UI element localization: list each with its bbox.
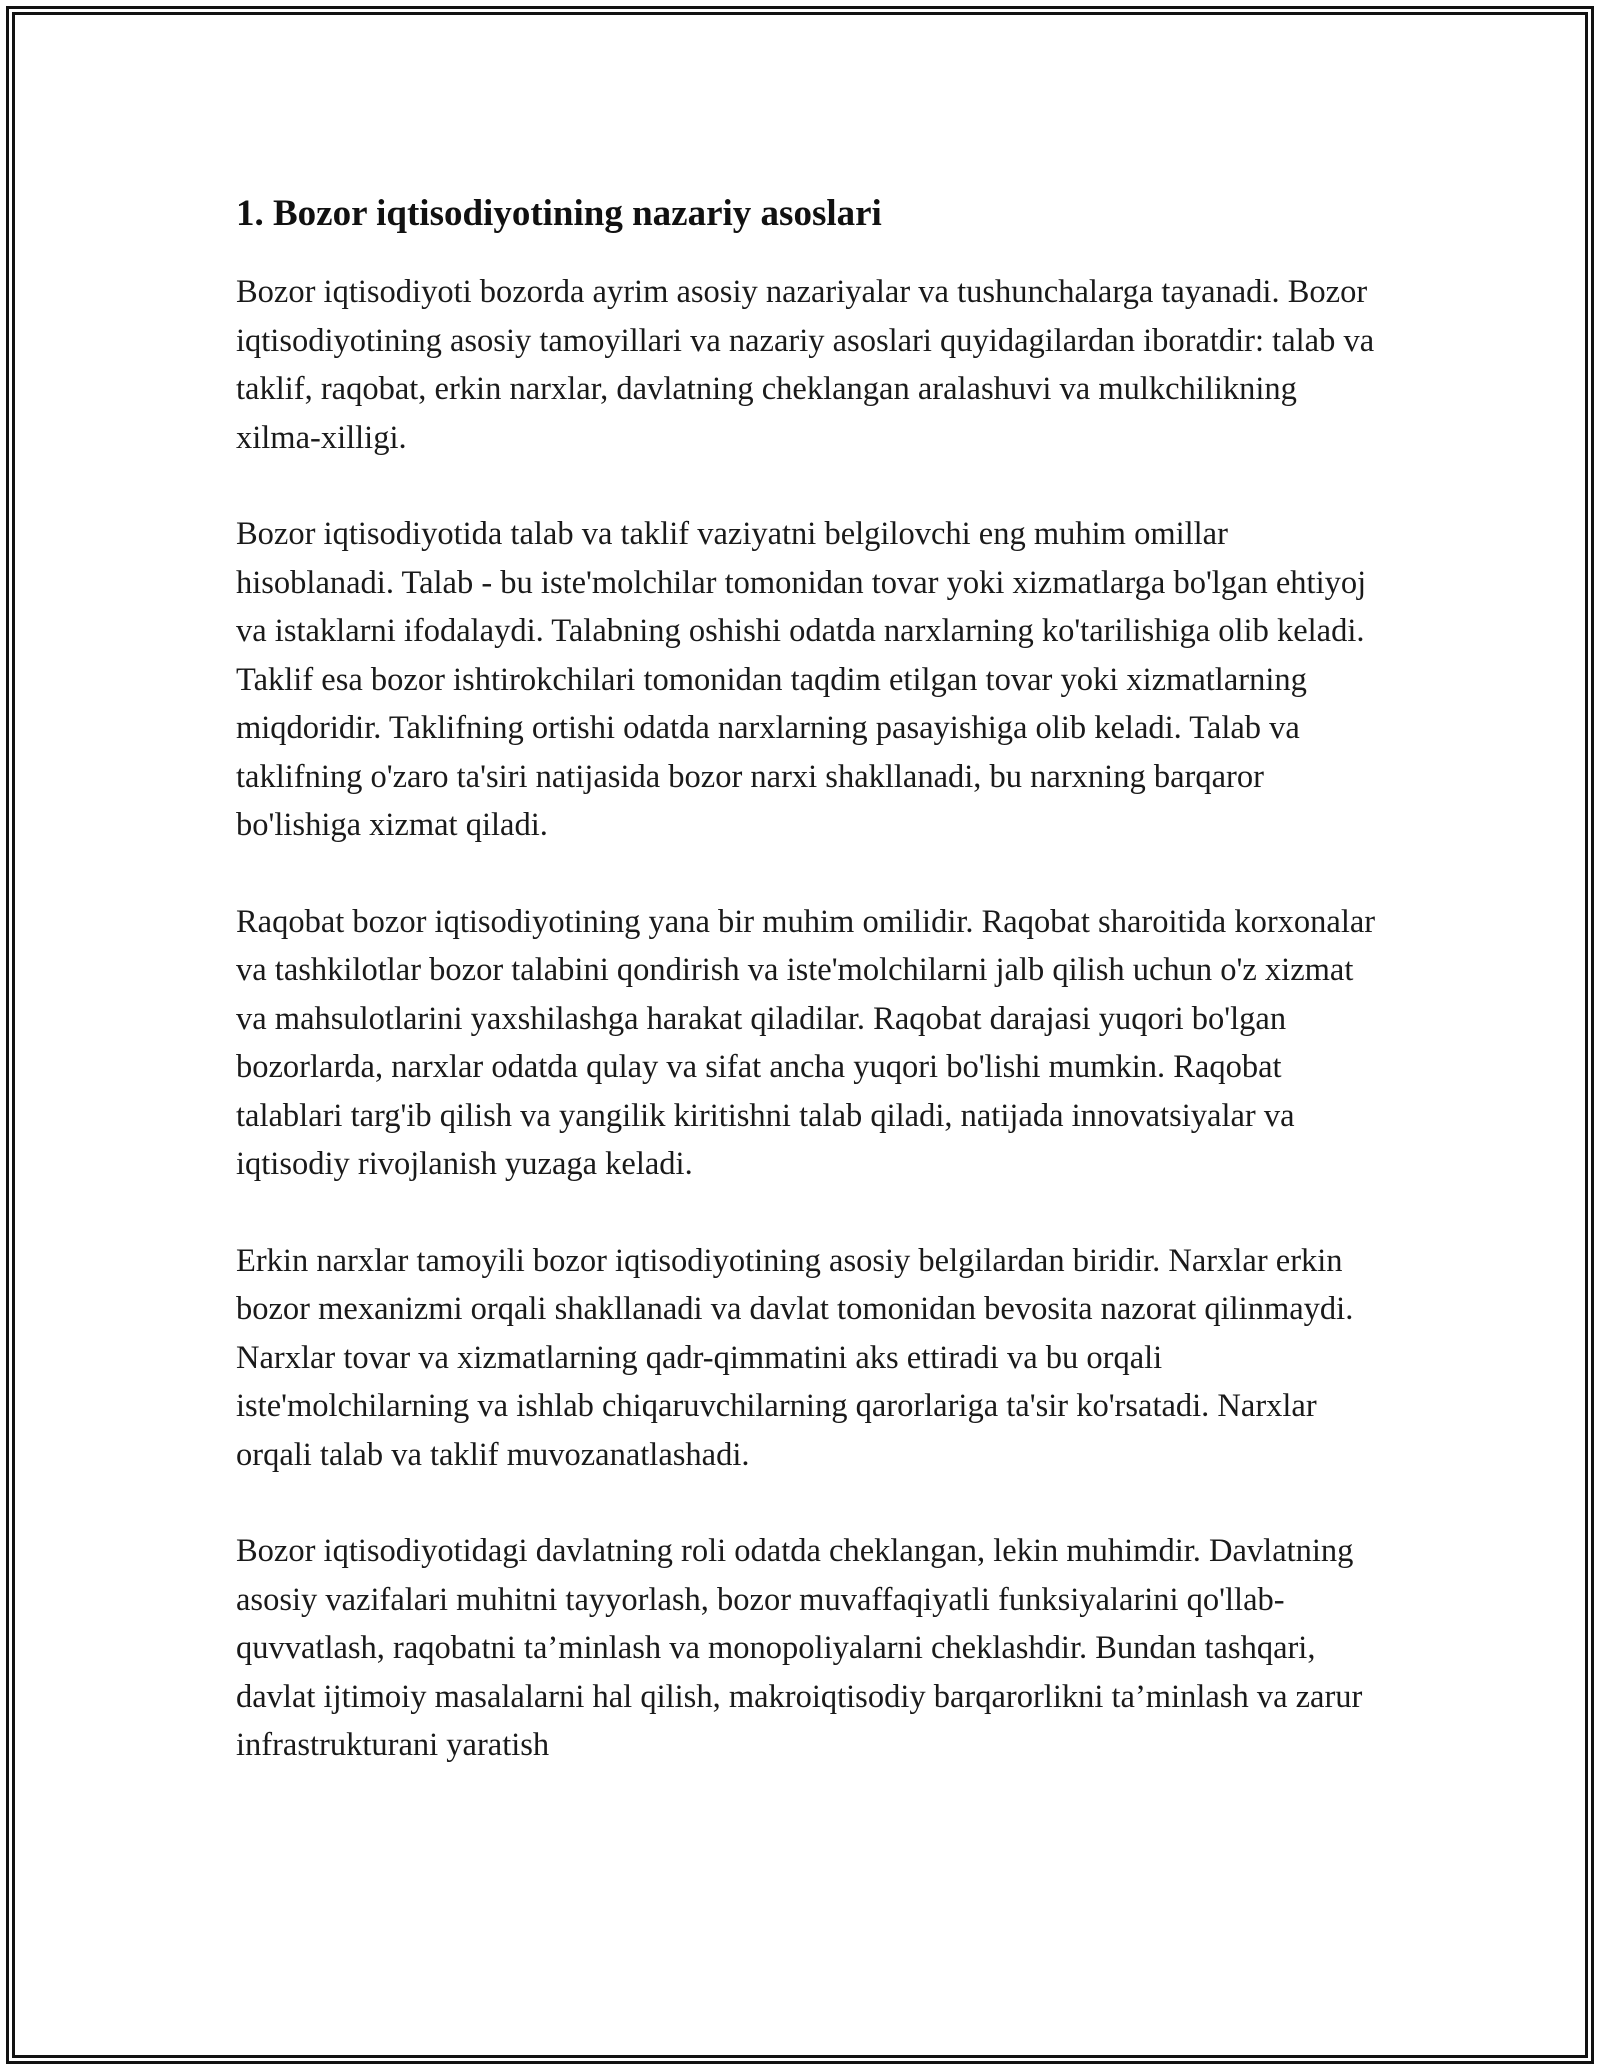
- paragraph-competition: Raqobat bozor iqtisodiyotining yana bir muhim omilidir. Raqobat sharoitida korxonalar va tashkilotlar bozor talabini qondirish va iste'molchilarni jalb qilish uchun o'z xizmat va mahsulotlarini yaxshilashga harakat qiladilar. Raqobat darajasi yuqori bo'lgan bozorlarda, narxlar odatda qulay va sifat ancha yuqori bo'lishi mumkin. Raqobat talablari targ'ib qilish va yangilik kiritishni talab qiladi, natijada innovatsiyalar va iqtisodiy rivojlanish yuzaga keladi.: [236, 903, 1376, 1182]
- section-heading: 1. Bozor iqtisodiyotining nazariy asoslari: [236, 193, 882, 234]
- paragraph-free-prices: Erkin narxlar tamoyili bozor iqtisodiyotining asosiy belgilardan biridir. Narxlar erkin bozor mexanizmi orqali shakllanadi va davlat tomonidan bevosita nazorat qilinmaydi. Narxlar tovar va xizmatlarning qadr-qimmatini aks ettiradi va bu orqali iste'molchilarning va ishlab chiqaruvchilarning qarorlariga ta'sir ko'rsatadi. Narxlar orqali talab va taklif muvozanatlashadi.: [236, 1242, 1354, 1473]
- paragraph-intro: Bozor iqtisodiyoti bozorda ayrim asosiy nazariyalar va tushunchalarga tayanadi. Bozor iqtisodiyotining asosiy tamoyillari va nazariy asoslari quyidagilardan iboratdir: talab va taklif, raqobat, erkin narxlar, davlatning cheklangan aralashuvi va mulkchilikning xilma-xilligi.: [236, 274, 1375, 456]
- paragraph-supply-demand: Bozor iqtisodiyotida talab va taklif vaziyatni belgilovchi eng muhim omillar hisoblanadi. Talab - bu iste'molchilar tomonidan tovar yoki xizmatlarga bo'lgan ehtiyoj va istaklarni ifodalaydi. Talabning oshishi odatda narxlarning ko'tarilishiga olib keladi. Taklif esa bozor ishtirokchilari tomonidan taqdim etilgan tovar yoki xizmatlarning miqdoridir. Taklifning ortishi odatda narxlarning pasayishiga olib keladi. Talab va taklifning o'zaro ta'siri natijasida bozor narxi shakllanadi, bu narxning barqaror bo'lishiga xizmat qiladi.: [236, 516, 1367, 843]
- paragraph-state-role: Bozor iqtisodiyotidagi davlatning roli odatda cheklangan, lekin muhimdir. Davlatning asosiy vazifalari muhitni tayyorlash, bozor muvaffaqiyatli funksiyalarini qo'llab-quvvatlash, raqobatni ta’minlash va monopoliyalarni cheklashdir. Bundan tashqari, davlat ijtimoiy masalalarni hal qilish, makroiqtisodiy barqarorlikni ta’minlash va zarur infrastrukturani yaratish: [236, 1533, 1363, 1763]
- document-body: [236, 182, 1376, 1770]
